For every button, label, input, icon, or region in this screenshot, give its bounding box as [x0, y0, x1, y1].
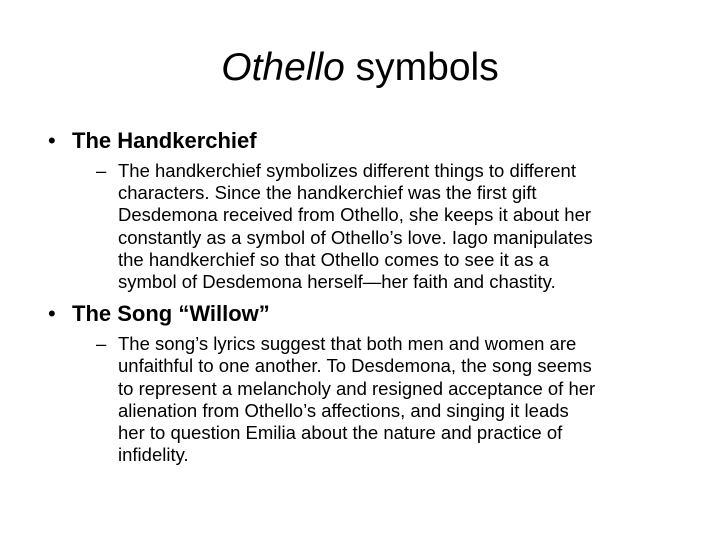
title-italic-part: Othello [221, 46, 345, 89]
text-line: to represent a melancholy and resigned acceptance of her [118, 377, 596, 399]
bullet-heading: The Handkerchief [72, 128, 257, 153]
slide-body [48, 126, 682, 466]
sub-bullet-willow [96, 333, 682, 466]
bullet-icon: • [48, 301, 56, 327]
text-line: constantly as a symbol of Othello’s love. Iago manipulates [118, 226, 593, 248]
text-line: the handkerchief so that Othello comes to see it as a [118, 248, 549, 270]
text-line: The handkerchief symbolizes different things to different [118, 160, 576, 181]
text-line: Desdemona received from Othello, she keeps it about her [118, 204, 592, 226]
slide-title [36, 40, 684, 96]
text-line: her to question Emilia about the nature and practice of [118, 422, 563, 444]
text-line: The song’s lyrics suggest that both men and women are [118, 333, 577, 355]
dash-icon: – [96, 160, 107, 181]
title-rest: symbols [344, 46, 499, 89]
text-line: symbol of Desdemona herself—her faith and chastity. [118, 271, 556, 293]
bullet-item-handkerchief [48, 126, 682, 156]
text-line: infidelity. [118, 444, 189, 466]
text-line: characters. Since the handkerchief was the first gift [118, 182, 537, 204]
text-line: alienation from Othello’s affections, and singing it leads [118, 399, 569, 421]
dash-icon: – [96, 333, 107, 355]
bullet-heading: The Song “Willow” [72, 301, 270, 327]
sub-bullet-handkerchief [96, 160, 682, 293]
bullet-icon: • [48, 128, 56, 153]
bullet-item-willow [48, 299, 682, 329]
text-line: unfaithful to one another. To Desdemona, the song seems [118, 355, 592, 377]
